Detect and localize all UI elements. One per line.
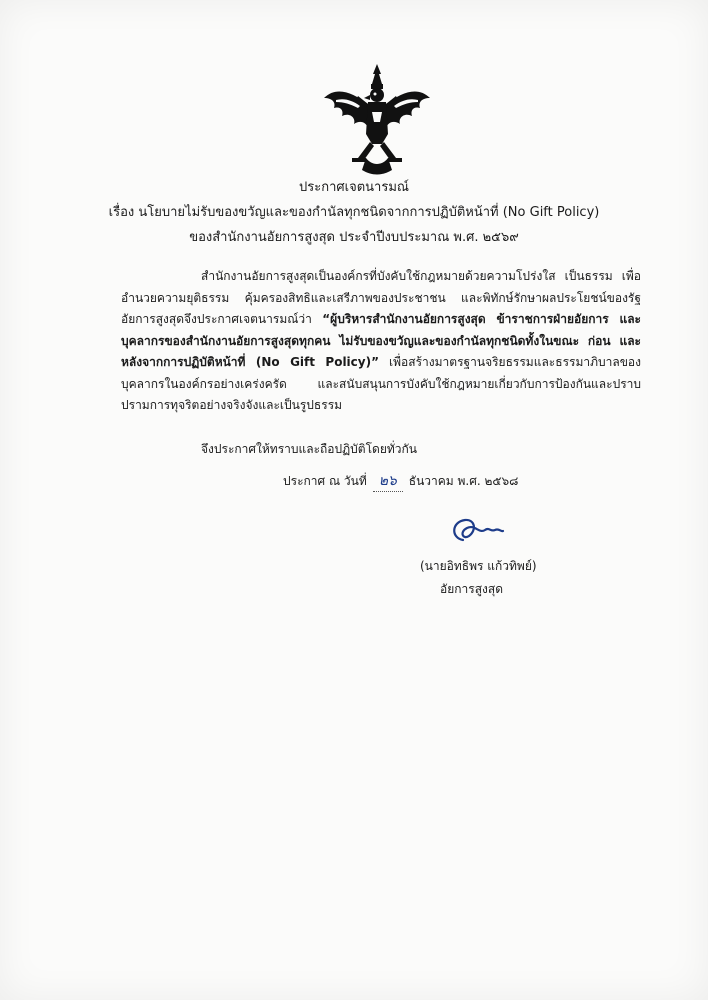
main-paragraph (121, 266, 641, 417)
closing-paragraph: จึงประกาศให้ทราบและถือปฏิบัติโดยทั่วกัน (201, 442, 417, 456)
garuda-emblem-icon (322, 62, 432, 177)
signature-icon (445, 510, 505, 550)
paragraph-text: สำนักงานอัยการสูงสุดเป็นองค์กรที่บังคับใช้กฎหมายด้วยความโปร่งใส เป็นธรรม เพื่ออำนวยความยุติธรรม คุ้มครองสิทธิและเสรีภาพของประชาชน และพิทักษ์รักษาผลประโยชน์ของรัฐ อัยการสูงสุดจึงประกาศเจตนารมณ์ว่า (121, 269, 641, 326)
announcement-date (283, 471, 518, 492)
date-month-year: ธันวาคม พ.ศ. ๒๕๖๘ (408, 474, 519, 488)
signer-title: อัยการสูงสุด (440, 582, 503, 596)
announcement-title: ประกาศเจตนารมณ์ (299, 180, 409, 195)
signer-name: (นายอิทธิพร แก้วทิพย์) (420, 559, 537, 573)
paragraph-text-continued: เพื่อสร้างมาตรฐานจริยธรรมและธรรมาภิบาลของบุคลากรในองค์กรอย่างเคร่งครัด และสนับสนุนการบังคับใช้กฎหมายเกี่ยวกับการป้องกันและปราบปรามการทุจริตอย่างจริงจังและเป็นรูปธรรม (121, 355, 641, 412)
handwritten-day: ๒๖ (373, 471, 403, 492)
date-prefix: ประกาศ ณ วันที่ (283, 474, 367, 488)
policy-statement: “ผู้บริหารสำนักงานอัยการสูงสุด ข้าราชการฝ่ายอัยการ และบุคลากรของสำนักงานอัยการสูงสุดทุกคน ไม่รับของขวัญและของกำนัลทุกชนิดทั้งในขณะ ก่อน และหลังจากการปฏิบัติหน้าที่ (No Gift Policy)” (121, 312, 642, 369)
agency-line: ของสำนักงานอัยการสูงสุด ประจำปีงบประมาณ พ.ศ. ๒๕๖๙ (189, 230, 519, 245)
subject-line: เรื่อง นโยบายไม่รับของขวัญและของกำนัลทุกชนิดจากการปฏิบัติหน้าที่ (No Gift Policy) (108, 205, 600, 220)
